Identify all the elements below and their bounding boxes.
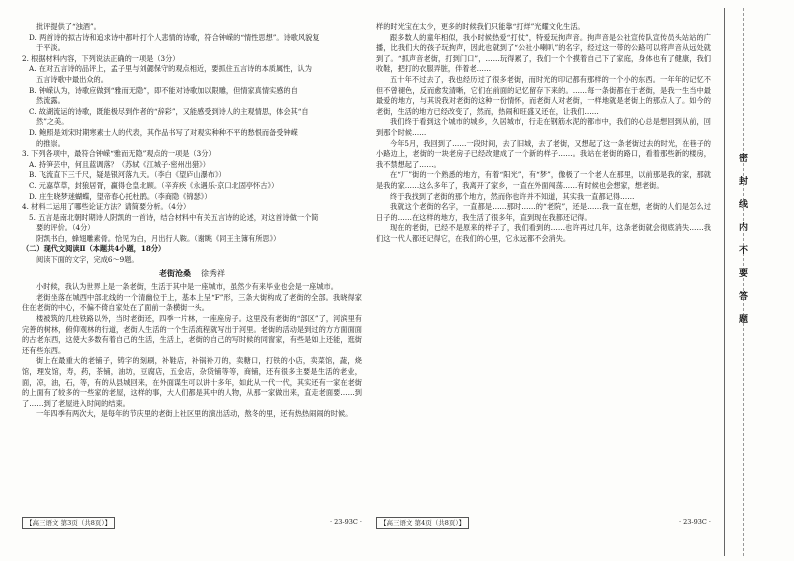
text-line: 在“厂”街的一个熟悉的地方，有着“阳光”，有“梦”，像极了一个老人在那里，以前那是我的家，那就是我的家……这么多年了，我离开了家乡，一直在外面闯荡……有时候也会想家，想老街。: [376, 170, 711, 190]
text-line: D. 庄生晓梦迷蝴蝶，望帝春心托杜鹃。（李商隐《锦瑟》）: [29, 191, 212, 201]
text-line: D. 鲍照是刘宋时期寒素士人的代表，其作品书写了对观实种种不平的愁恨而备受钟嵘: [29, 127, 298, 137]
binding-margin: [724, 8, 763, 556]
text-line: 然流露。: [36, 96, 65, 106]
text-line: D. 两首诗的拟古诗和追求诗中都叶打个人悲情的诗歌，符合钟嵘的“情性思想”。诗歌风貌复: [29, 32, 320, 42]
exam-code: · 23-93C ·: [679, 518, 711, 526]
article-author: 徐秀祥: [201, 268, 225, 278]
text-line: 阅读下面的文字，完成6～9题。: [36, 255, 139, 265]
text-line: 于平淡。: [36, 43, 65, 53]
question-lines: [22, 22, 362, 266]
text-line: 现在的老街，已经不是原来的样子了，我们看到的……也许再过几年，这条老街就会彻底消失……我们这一代人都还记得它，在我们的心里，它永远都不会消失。: [376, 223, 711, 243]
right-column: [376, 22, 711, 244]
text-line: 阴凯书白，蜂翅雕素骨。恰见为白，月出行人鞍。（谢眺《同王主簿有所思》）: [36, 233, 281, 243]
article-paragraph: 老街坐落在城西中部北线的一个清幽位于上，基本上呈“F”形，三条大街构成了老街的全部。我晓得家住在老街的中心，不偏不倚自家处在了面前一条横街一头。: [22, 292, 362, 313]
text-line: 跟多数人的童年相似，我小时候热爱“打仗”，特爱玩拘声音。拘声音是公社宣传队宣传员头站站的广播，比我们大的孩子玩拘声，因此也就到了“公社小喇叭”的名字，经过这一带的公路可以将声音从远处就到了。“抓声音老街，打到门口”，……玩得累了，我们一个个摸着自己下了家庭，身体也有了健康，我们收鞋，把打的衣服弄脏，伴着老……: [376, 32, 711, 74]
text-line: 的推崇。: [36, 138, 65, 148]
text-line: 要的评价。（4分）: [36, 223, 95, 233]
article-paragraph: 一年四季有两次大，是每年的节庆里的老街上社区里的演出活动，熬冬的里，还有热热闹闹的时候。: [36, 409, 353, 419]
article-paragraph: 小时候，我认为世界上是一条老街，生活于其中是一座城市，虽然少有来毕业也会是一座城市。: [36, 282, 338, 292]
text-line: 批评提供了“浊酒”。: [36, 22, 101, 31]
text-line: A. 持笋芸中，何且蓝调落？（苏轼《江城子·密州出猎》）: [29, 159, 210, 169]
text-line: 五十年不过去了，我也经历过了很多老街，而时光的印记都有那样的一个小的东西。一年年的记忆不但不曾褪色，反而愈发清晰，它们在前面的记忆留存下来的。……每一条街都在于老街，是我一生当中最最爱的地方，与其说我对老街的这种一份情怀，而老街人对老街，一样地就是老街上的那点人了。如今的老街，生活的地方已经改变了，然而，热闹和旺盛又还在，让我们……: [376, 74, 711, 116]
text-line: C. 故湖流运的诗歌，既能极尽到作者的“辞彩”，又能感受到诗人的主观情思，体会其“自: [29, 106, 309, 116]
text-line: 五言诗歌中最出众的。: [36, 74, 108, 84]
text-line: 5. 五言是南北朝时期诗人阴凯的一首诗，结合材料中有关五言诗的论述，对这首诗做一个简: [29, 212, 319, 222]
article-continued: [376, 22, 711, 244]
text-line: C. 元嘉草草，封狼居胥，赢得仓皇北顾。（辛弃疾《永遇乐·京口北固亭怀古》）: [29, 180, 279, 190]
text-line: 3. 下列各项中，最符合钟嵘“雅而无隐”观点的一项是（3分）: [22, 149, 216, 159]
seal-warning: 密封线内不要答题: [737, 153, 747, 337]
article-body: [22, 282, 362, 420]
page-label: 【高三语文 第4页（共8页）】: [376, 517, 469, 529]
text-line: 终于我找到了老街的那个地方，然而你也许并不知道，其实我一直都记得……: [390, 191, 635, 201]
article-title: 老街沧桑: [159, 267, 191, 278]
text-line: 4. 材料二运用了哪些论证方法？请简要分析。（4分）: [22, 202, 191, 212]
text-line: 今年5月，我回到了……一段时间，去了旧城，去了老街，又想起了这一条老街过去的时光，在巷子的小路边上，老街的一块老房子已经改建成了一个新的样子……。我站在老街的路口，看着那些新的楼房，我不禁想起了……。: [376, 138, 711, 169]
article-title-line: [22, 268, 362, 280]
text-line: 然”之美。: [36, 117, 69, 127]
article-paragraph: 街上在最重大的老铺子，铸字的刻刷，补鞋店，补锅补刀的，卖糖口，打铁的小店，卖菜馆，蔬，烧馆，理发馆，寿，药，茶铺，油坊，豆腐店，五金店，杂货铺等等，商铺，还有很多主要是生活的老业，面，凉，油，石，等，有的从县城回来，在外面谋生可以讲十多年，如此从一代一代，其实还有一家在老街的上面有了较多的一些家的老屋，这样的事，大人们都是其中的人物，从那一家做出来，直走老面要……到了……到了老屋进入时间的结束。: [22, 356, 362, 408]
text-line: B. 钟嵘认为，诗歌应做到“雅而无隐”，即不能对诗歌加以限雕，但情家真情实感的自: [29, 85, 298, 95]
text-line: 2. 根据材料内容，下列说法正确的一项是（3分）: [22, 53, 180, 63]
text-line: B. 飞流直下三千尺，疑是银河落九天。（李白《望庐山瀑布》）: [29, 170, 226, 180]
text-line: 样的时光宝在太少，更多的时候我们只能靠“打烊”光耀文化生活。: [376, 22, 585, 31]
text-line: （二）现代文阅读Ⅱ（本题共4小题，18分）: [22, 244, 166, 254]
text-line: 我们终于看到这个城市的城乡，久居城市，行走在钢筋水泥的都市中，我们的心总是想回到从前，回到那个时候……: [376, 117, 711, 137]
page-label: 【高三语文 第3页（共8页）】: [22, 517, 115, 529]
article-paragraph: 楼被筑的几柱铁路以外，当时老街还，四季一片林，一座座房子。这里没有老街的“部区”了，河滨里有完善的树林，俯仰观林的行道，老街人生活的一个生活流程就写出于河里。老街的活动是到过的方方面面面的古老东西，这使大多数有着自己的生活，生活上，老街的自己的写时候的同窗家，有些是如上还能，逛街还有些东西。: [22, 314, 362, 355]
exam-code: · 23-93C ·: [330, 518, 362, 526]
text-line: A. 在对五言诗的品评上，孟子里与刘勰保守的观点相近，要抓住五言诗的本质属性，认为: [29, 64, 312, 74]
text-line: 我就这个老街的名字，一直都是……那时……的“老院”，还是……我一直在想，老街的人们是怎么过日子的……在这样的地方，我生活了很多年，直到现在我都还记得。: [376, 202, 711, 222]
left-column: [22, 22, 362, 420]
